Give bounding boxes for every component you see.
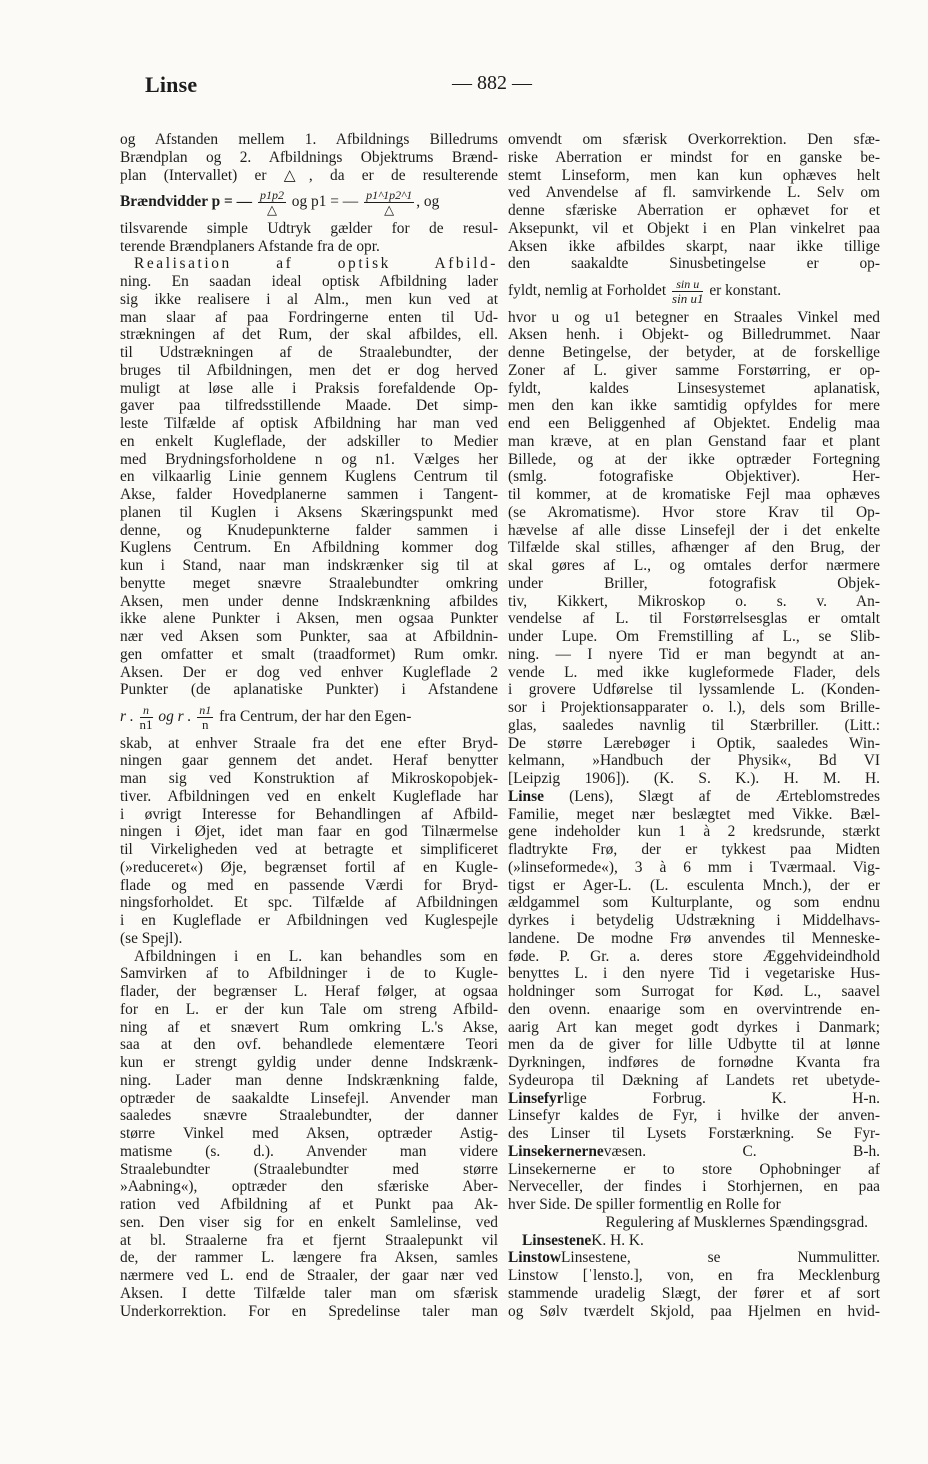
text-line: Aksepunkt, vil et Objekt i en Plan vinkelret paa	[508, 219, 880, 237]
text-line: denne, og Knudepunkterne falder sammen i	[120, 521, 498, 539]
text-line: Samvirken af to Afbildninger i de to Kugle-	[120, 965, 498, 983]
text-line: omvendt om sfærisk Overkorrektion. Den sfæ-	[508, 131, 880, 148]
text-line: Nerveceller, der findes i Storhjernen, en paa	[508, 1178, 880, 1196]
page-number: — 882 —	[452, 72, 532, 94]
entry-line: LinsesteneK. H. K.	[522, 1231, 644, 1249]
text-line: Punkter (de aplanatiske Punkter) i Afstandene	[120, 681, 498, 699]
text-line: benyttes L. i den nyere Tid i vegetariske Hus-	[508, 965, 880, 983]
text-line: denne Betingelse, der betyder, at de forskellige	[508, 344, 880, 361]
text-line: Underkorrektion. For en Spredelinse taler man	[120, 1302, 498, 1320]
text-line: gaver paa tilfredsstillende Maade. Det simp-	[120, 397, 498, 415]
formula-fraction: $\frac{n}{n1}$	[139, 702, 153, 732]
sine-condition-formula: fyldt, nemlig at Forholdet $\frac{\text{sin u}}{\text{sin u1}}$ er konstant.	[508, 276, 782, 306]
text-line: men da de giver for lille Udbytte til at lønne	[508, 1036, 880, 1054]
text-line: vende L. med ikke kugleformede Flader, dels	[508, 663, 880, 681]
section-heading: Realisation af optisk Afbild-	[134, 255, 498, 273]
text-line: saa at den ovf. behandlede elementære Teori	[120, 1036, 498, 1054]
text-line: muligt at løse alle i Praksis forefaldende Op-	[120, 379, 498, 397]
text-line: (»reduceret«) Øje, begrænset fortil af en Kugle-	[120, 858, 498, 876]
author-signature: Regulering af Musklernes Spændingsgrad.	[605, 1213, 868, 1231]
text-line: (»linseformede«), 3 à 6 mm i Tværmaal. Vig-	[508, 858, 880, 876]
text-line: hver Side. De spiller formentlig en Rolle for	[508, 1196, 781, 1213]
text-line: den ovenn. enaarige som en overvintrende en-	[508, 1000, 880, 1018]
text-line: tilsvarende simple Udtryk gælder for de resul-	[120, 219, 498, 237]
text-line: sor i Projektionsapparater o. l.), dels som Brille-	[508, 699, 880, 716]
text-line: hvor u og u1 betegner en Straales Vinkel med	[508, 308, 880, 326]
text-line: Dyrkningen, indføres de fornødne Kvanta fra	[508, 1054, 880, 1071]
text-line: større Vinkel med Aksen, optræder Astig-	[120, 1125, 498, 1142]
text-line: i grovere Udførelse til lyssamlende L. (Konden-	[508, 681, 880, 699]
text-line: Zoner af L. giver samme Forstørring, er op-	[508, 361, 880, 379]
text-line: Linstow [ˈlensto.], von, en fra Mecklenburg	[508, 1267, 880, 1284]
text-line: flader, der begrænser L. Heraf følger, at ogsaa	[120, 983, 498, 1000]
text-line: ved Anvendelse af fl. samvirkende L. Selv om	[508, 184, 880, 202]
text-line: og Sølv tværdelt Skjold, paa Hjelmen en hvid-	[508, 1302, 880, 1320]
text-line: matisme (s. d.). Anvender man videre	[120, 1142, 498, 1160]
text-line: og Afstanden mellem 1. Afbildnings Billedrums	[120, 131, 498, 148]
text-line: Linsefyr kaldes de Fyr, i hvilke der anven-	[508, 1107, 880, 1125]
text-line: vendelse af L. til Forstørrelsesglas er omtalt	[508, 610, 880, 628]
text-line: ningen i Øjet, idet man faar en god Tilnærmelse	[120, 823, 498, 841]
text-line: kun er strengt gyldig under denne Indskrænk-	[120, 1054, 498, 1071]
text-line: Kuglens Centrum. En Afbildning kommer dog	[120, 539, 498, 557]
text-line: (smlg. fotografiske Objektiver). Her-	[508, 468, 880, 486]
headword: Linsestene	[522, 1231, 592, 1249]
text-line: ning. En saadan ideal optisk Afbildning lader	[120, 273, 498, 290]
text-line: nær ved Aksen som Punkter, saa at Afbildnin-	[120, 628, 498, 645]
text-line: Akse, falder Hovedplanerne sammen i Tangent-	[120, 486, 498, 503]
text-line: terende Brændplaners Afstande fra de opr.	[120, 237, 380, 255]
text-line: tigst er Ager-L. (L. esculenta Mnch.), der er	[508, 876, 880, 894]
text-line: man sig ved Konstruktion af Mikroskopobjek-	[120, 770, 498, 787]
text-line: optræder de saakaldte Linsefejl. Anvender man	[120, 1089, 498, 1107]
text-line: Brændplan og 2. Afbildnings Objektrums Brænd-	[120, 148, 498, 166]
text-line: saaledes snævre Straalebundter, der danner	[120, 1107, 498, 1125]
text-line: under Lupe. Om Fremstilling af L., se Slib-	[508, 628, 880, 645]
text-line: en enkelt Kugleflade, der adskiller to Medier	[120, 432, 498, 450]
text-line: stemt Linseform, men kan kun ophæves helt	[508, 166, 880, 184]
text-line: Billede, og at der ikke optræder Fortegning	[508, 450, 880, 468]
running-headword: Linse	[145, 72, 198, 97]
text-line: Aksen. Der er dog ved enhver Kugleflade 2	[120, 663, 498, 681]
text-line: ning. Lader man denne Indskrænkning falde,	[120, 1071, 498, 1089]
text-line: ikke alene Punkter i Aksen, men ogsaa Punkter	[120, 610, 498, 628]
text-line: ration ved Afbildning af et Punkt paa Ak-	[120, 1196, 498, 1213]
headword: Linse	[508, 787, 544, 805]
text-line: at bl. Straalerne fra et fjernt Straalepunkt vil	[120, 1231, 498, 1249]
text-line: benytte meget snævre Straalebundter omkring	[120, 574, 498, 592]
formula-fraction: $\frac{\text{sin u}}{\text{sin u1}}$	[672, 276, 704, 306]
text-line: De større Lærebøger i Optik, saaledes Win-	[508, 734, 880, 752]
text-line: men den kan ikke samtidig opfyldes for mere	[508, 397, 880, 415]
text-line: ældgammel som Kulturplante, og som endnu	[508, 894, 880, 912]
text-line: føde. P. Gr. a. deres store Æggehvideindhold	[508, 947, 880, 965]
text-line: med Brydningsforholdene n og n1. Vælges her	[120, 450, 498, 468]
text-line: planen til Kuglen i Aksens Skæringspunkt med	[120, 503, 498, 521]
text-line: skal gøres af L., og omtales derfor nærmere	[508, 557, 880, 574]
text-line: under Briller, fotografisk Objek-	[508, 574, 880, 592]
text-line: sig ikke realisere i al Alm., men kun ved at	[120, 290, 498, 308]
text-line: »Aabning«), optræder den sfæriske Aber-	[120, 1178, 498, 1196]
aplanatic-formula: r . $\frac{n}{n1}$ og r . $\frac{n1}{n}$ fra Centrum, der har den Egen-	[120, 702, 412, 732]
text-line: Afbildningen i en L. kan behandles som en	[134, 947, 498, 965]
text-line: end een Beliggenhed af Objektet. Endelig maa	[508, 415, 880, 432]
text-line: des Linser til Lysets Forstærkning. Se Fyr-	[508, 1125, 880, 1142]
text-line: plan (Intervallet) er △, da er de resulterende	[120, 166, 498, 184]
text-line: sen. Den viser sig for en enkelt Samlelinse, ved	[120, 1213, 498, 1231]
text-line: til Virkeligheden ved at betragte et simplificeret	[120, 841, 498, 858]
text-line: gen omfatter et smalt (traadformet) Rum omkr.	[120, 645, 498, 663]
text-line: skab, at enhver Straale fra det ene efter Bryd-	[120, 734, 498, 752]
text-line: glas, saaledes navnlig til Stærbriller. (Litt.:	[508, 716, 880, 734]
text-line: [Leipzig 1906]). (K. S. K.). H. M. H.	[508, 770, 880, 787]
text-line: i øvrigt Interesse for Behandlingen af Afbild-	[120, 805, 498, 823]
text-line: Aksen ikke afbildes skarpt, naar ikke tillige	[508, 237, 880, 255]
text-line: Aksen henh. i Objekt- og Billedrummet. Naar	[508, 326, 880, 344]
text-line: i en Kugleflade er Afbildningen ved Kuglespejle	[120, 912, 498, 929]
text-line: fyldt, kaldes Linsesystemet aplanatisk,	[508, 379, 880, 397]
text-line: Familie, meget nær beslægtet med Vikke. Bæl-	[508, 805, 880, 823]
entry-line: LinstowLinsestene, se Nummulitter.	[508, 1249, 880, 1267]
focal-formula: Brændvidder p = — $\frac{p1p2}{\triangle}$ og p1 = — $\frac{p1\^{}1p2\^{}1}{\triangle}$ , og	[120, 188, 440, 218]
text-line: bruges til Afbildningen, men det er dog herved	[120, 361, 498, 379]
left-column	[120, 131, 498, 1320]
headword: Linstow	[508, 1249, 562, 1267]
text-line: den saakaldte Sinusbetingelse er op-	[508, 255, 880, 273]
text-line: Straalebundter (Straalebundter med større	[120, 1160, 498, 1178]
text-line: man kræve, at en plan Genstand faar et plant	[508, 432, 880, 450]
text-line: Tilfælde skal stilles, afhænger af den Brug, der	[508, 539, 880, 557]
text-line: holdninger som Surrogat for Kød. L., saavel	[508, 983, 880, 1000]
headword: Linsekernerne	[508, 1142, 604, 1160]
text-line: (se Akromatisme). Hvor store Krav til Op-	[508, 503, 880, 521]
text-line: til Udstrækningen af de Straalebundter, der	[120, 344, 498, 361]
formula-fraction: $\frac{p1p2}{\triangle}$	[259, 188, 284, 218]
text-line: dyrkes i betydelig Udstrækning i Middelhavs-	[508, 912, 880, 929]
text-line: ning. — I nyere Tid er man begyndt at an-	[508, 645, 880, 663]
text-line: for en L. er der kun Tale om streng Afbild-	[120, 1000, 498, 1018]
right-column	[508, 131, 880, 1320]
text-line: tiv, Kikkert, Mikroskop o. s. v. An-	[508, 592, 880, 610]
text-line: Sydeuropa til Dækning af Landets ret ubetyde-	[508, 1071, 880, 1089]
text-line: leste Tilfælde af optisk Afbildning har man ved	[120, 415, 498, 432]
text-line: fladtrykte Frø, der er tykkest paa Midten	[508, 841, 880, 858]
text-line: ning af et snævert Rum omkring L.'s Akse,	[120, 1018, 498, 1036]
text-line: flade og med en passende Værdi for Bryd-	[120, 876, 498, 894]
text-line: kelmann, »Handbuch der Physik«, Bd VI	[508, 752, 880, 770]
text-line: en vilkaarlig Linie gennem Kuglens Centrum til	[120, 468, 498, 486]
headword: Linsefyr	[508, 1089, 564, 1107]
entry-line: Linse (Lens), Slægt af de Ærteblomstredes	[508, 787, 880, 805]
text-line: Aksen, men under denne Indskrænkning afbildes	[120, 592, 498, 610]
formula-fraction: $\frac{n1}{n}$	[199, 702, 212, 732]
text-line: strækningen af det Rum, der skal afbildes, ell.	[120, 326, 498, 344]
text-line: aarig Art kan meget godt dyrkes i Danmark;	[508, 1018, 880, 1036]
text-line: stammende uradelig Slægt, der fører et af sort	[508, 1284, 880, 1302]
text-line: ningsforholdet. Et spc. Tilfælde af Afbildningen	[120, 894, 498, 912]
text-line: de, der rammer L. længere fra Aksen, samles	[120, 1249, 498, 1267]
text-line: riske Aberration er mindst for en ganske be-	[508, 148, 880, 166]
entry-line: Linsekernernevæsen. C. B-h.	[508, 1142, 880, 1160]
text-line: Aksen. I dette Tilfælde taler man om sfærisk	[120, 1284, 498, 1302]
text-line: Linsekernerne er to store Ophobninger af	[508, 1160, 880, 1178]
text-line: (se Spejl).	[120, 929, 183, 947]
formula-fraction: $\frac{p1\^{}1p2\^{}1}{\triangle}$	[366, 188, 413, 218]
text-line: hævelse af alle disse Linsefejl der i det enkelte	[508, 521, 880, 539]
entry-line: Linsefyrlige Forbrug. K. H-n.	[508, 1089, 880, 1107]
text-line: man slaar af paa Fordringerne enten til Ud-	[120, 308, 498, 326]
text-line: tiver. Afbildningen ved en enkelt Kugleflade har	[120, 787, 498, 805]
text-line: kun i Stand, naar man indskrænker sig til at	[120, 557, 498, 574]
text-line: denne sfæriske Aberration er ophævet for et	[508, 202, 880, 219]
text-line: ningen gaar gennem det andet. Heraf benytter	[120, 752, 498, 770]
text-line: landene. De modne Frø anvendes til Menneske-	[508, 929, 880, 947]
text-line: til kommer, at de kromatiske Fejl maa ophæves	[508, 486, 880, 503]
text-line: nærmere ved L. end de Straaler, der gaar nær ved	[120, 1267, 498, 1284]
text-line: gene indeholder kun 1 à 2 kredsrunde, stærkt	[508, 823, 880, 841]
